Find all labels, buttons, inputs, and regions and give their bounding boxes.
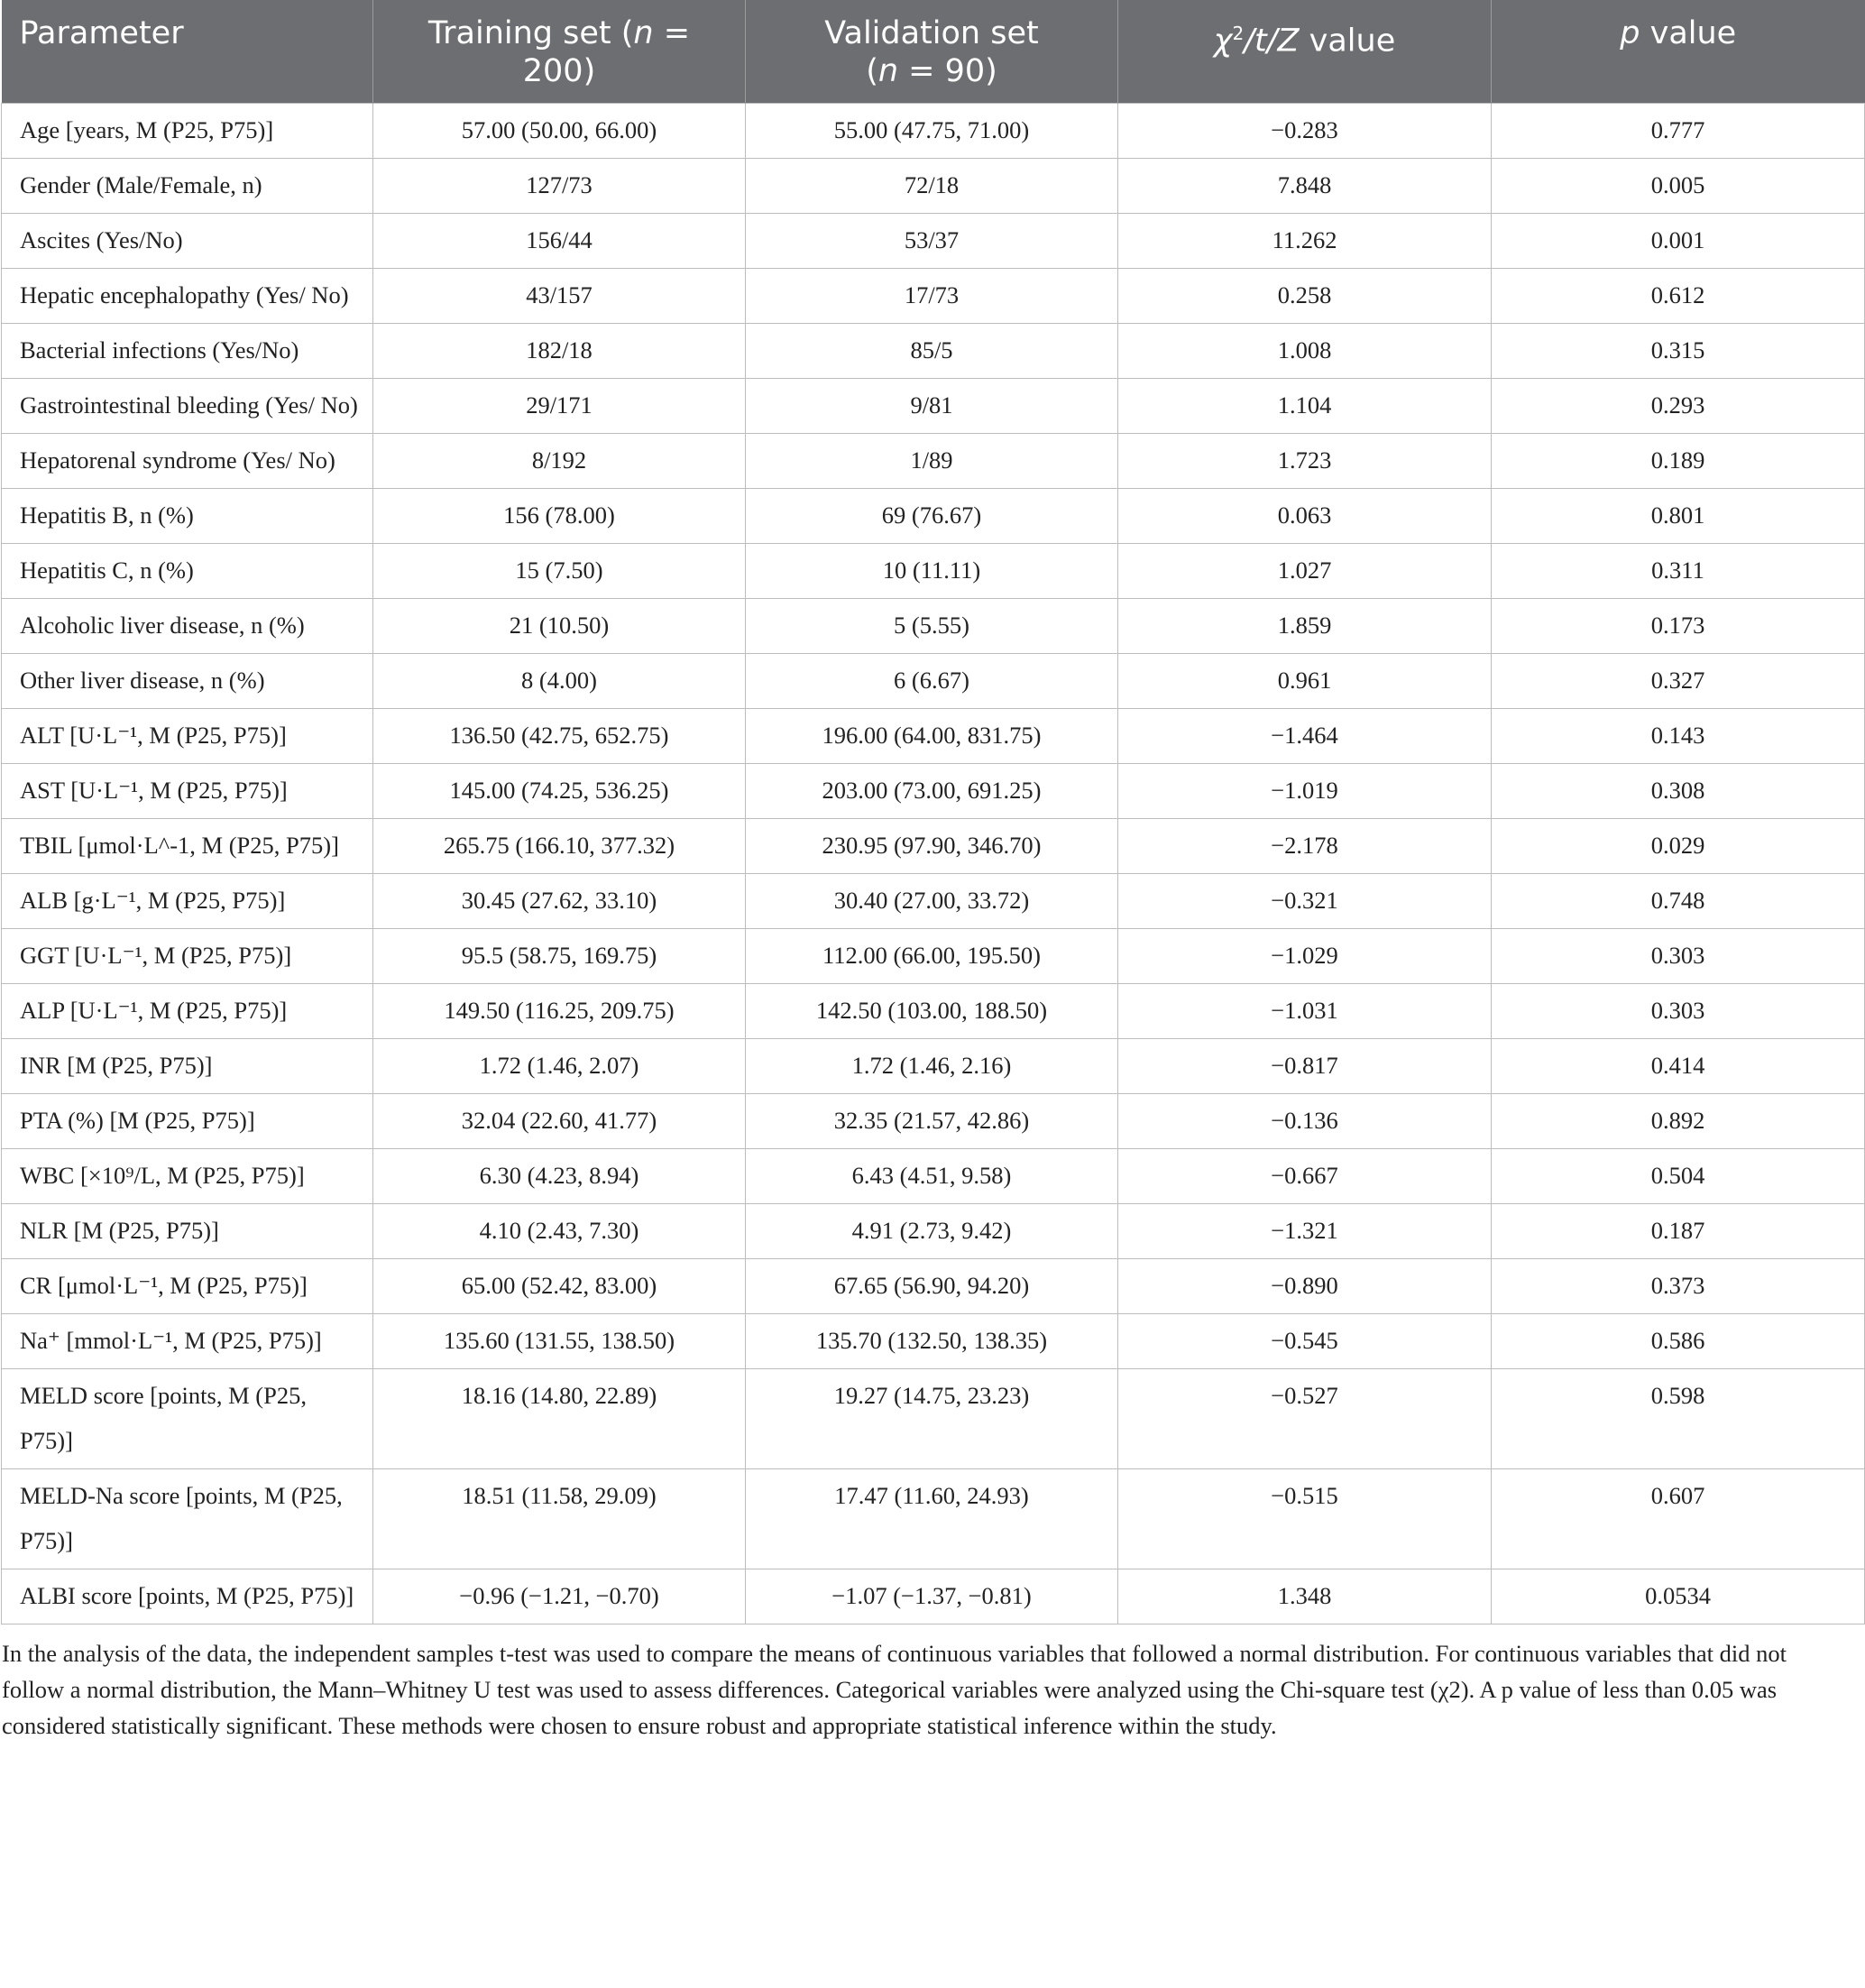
statistic-cell: −1.321 xyxy=(1118,1204,1492,1259)
training-cell: 149.50 (116.25, 209.75) xyxy=(373,984,746,1039)
p-value-cell: 0.801 xyxy=(1492,489,1865,544)
statistic-cell: −0.527 xyxy=(1118,1369,1492,1469)
training-cell: 95.5 (58.75, 169.75) xyxy=(373,929,746,984)
table-row xyxy=(2,1259,1865,1314)
training-cell: 135.60 (131.55, 138.50) xyxy=(373,1314,746,1369)
p-value-cell: 0.189 xyxy=(1492,434,1865,489)
training-cell: 15 (7.50) xyxy=(373,544,746,599)
p-value-cell: 0.777 xyxy=(1492,104,1865,159)
validation-cell: 1.72 (1.46, 2.16) xyxy=(746,1039,1118,1094)
table-row xyxy=(2,654,1865,709)
statistic-cell: −0.817 xyxy=(1118,1039,1492,1094)
table-body xyxy=(2,104,1865,1624)
p-value-cell: 0.612 xyxy=(1492,269,1865,324)
training-cell: 127/73 xyxy=(373,159,746,214)
p-value-cell: 0.303 xyxy=(1492,984,1865,1039)
statistic-cell: −1.019 xyxy=(1118,764,1492,819)
table-row xyxy=(2,1039,1865,1094)
statistic-cell: 1.104 xyxy=(1118,379,1492,434)
param-cell: Hepatorenal syndrome (Yes/ No) xyxy=(2,434,373,489)
param-cell: ALP [U·L⁻¹, M (P25, P75)] xyxy=(2,984,373,1039)
training-cell: 156 (78.00) xyxy=(373,489,746,544)
training-cell: 43/157 xyxy=(373,269,746,324)
training-cell: 156/44 xyxy=(373,214,746,269)
statistic-cell: −2.178 xyxy=(1118,819,1492,874)
param-cell: Other liver disease, n (%) xyxy=(2,654,373,709)
statistic-cell: 0.961 xyxy=(1118,654,1492,709)
p-value-cell: 0.0534 xyxy=(1492,1569,1865,1624)
validation-cell: 17/73 xyxy=(746,269,1118,324)
table-header xyxy=(2,0,1865,104)
validation-cell: 17.47 (11.60, 24.93) xyxy=(746,1469,1118,1569)
validation-cell: 6 (6.67) xyxy=(746,654,1118,709)
statistic-cell: 7.848 xyxy=(1118,159,1492,214)
statistic-cell: 11.262 xyxy=(1118,214,1492,269)
table-row xyxy=(2,1204,1865,1259)
p-value-cell: 0.748 xyxy=(1492,874,1865,929)
table-row xyxy=(2,214,1865,269)
p-value-cell: 0.607 xyxy=(1492,1469,1865,1569)
validation-cell: 1/89 xyxy=(746,434,1118,489)
validation-cell: 53/37 xyxy=(746,214,1118,269)
validation-cell: 10 (11.11) xyxy=(746,544,1118,599)
statistic-cell: 1.008 xyxy=(1118,324,1492,379)
statistic-cell: −1.031 xyxy=(1118,984,1492,1039)
statistic-cell: 1.859 xyxy=(1118,599,1492,654)
training-cell: 18.51 (11.58, 29.09) xyxy=(373,1469,746,1569)
table-row xyxy=(2,709,1865,764)
training-cell: 8 (4.00) xyxy=(373,654,746,709)
table-row xyxy=(2,984,1865,1039)
training-cell: 32.04 (22.60, 41.77) xyxy=(373,1094,746,1149)
p-value-cell: 0.373 xyxy=(1492,1259,1865,1314)
header-training-set: Training set (n = 200) xyxy=(373,0,746,104)
p-value-cell: 0.327 xyxy=(1492,654,1865,709)
param-cell: WBC [×10⁹/L, M (P25, P75)] xyxy=(2,1149,373,1204)
training-cell: 4.10 (2.43, 7.30) xyxy=(373,1204,746,1259)
p-value-cell: 0.892 xyxy=(1492,1094,1865,1149)
param-cell: AST [U·L⁻¹, M (P25, P75)] xyxy=(2,764,373,819)
validation-cell: 19.27 (14.75, 23.23) xyxy=(746,1369,1118,1469)
statistic-cell: −0.890 xyxy=(1118,1259,1492,1314)
table-row xyxy=(2,1314,1865,1369)
table-footnote: In the analysis of the data, the independent samples t-test was used to compare the means of continuous variables that followed a normal distribution. For continuous variables that did not follow a normal distribution, the Mann–Whitney U test was used to assess differences. Categorical variables were analyzed using the Chi-square test (χ2). A p value of less than 0.05 was considered statistically significant. These methods were chosen to ensure robust and appropriate statistical inference within the study. xyxy=(2,1640,1787,1739)
param-cell: Ascites (Yes/No) xyxy=(2,214,373,269)
param-cell: PTA (%) [M (P25, P75)] xyxy=(2,1094,373,1149)
training-cell: 182/18 xyxy=(373,324,746,379)
param-cell: Alcoholic liver disease, n (%) xyxy=(2,599,373,654)
validation-cell: 72/18 xyxy=(746,159,1118,214)
table-row xyxy=(2,819,1865,874)
table-row xyxy=(2,269,1865,324)
statistic-cell: −0.283 xyxy=(1118,104,1492,159)
table-row xyxy=(2,159,1865,214)
param-cell: Na⁺ [mmol·L⁻¹, M (P25, P75)] xyxy=(2,1314,373,1369)
validation-cell: 69 (76.67) xyxy=(746,489,1118,544)
p-value-cell: 0.504 xyxy=(1492,1149,1865,1204)
validation-cell: −1.07 (−1.37, −0.81) xyxy=(746,1569,1118,1624)
table-row xyxy=(2,434,1865,489)
validation-cell: 30.40 (27.00, 33.72) xyxy=(746,874,1118,929)
param-cell: INR [M (P25, P75)] xyxy=(2,1039,373,1094)
statistic-cell: 1.723 xyxy=(1118,434,1492,489)
validation-cell: 55.00 (47.75, 71.00) xyxy=(746,104,1118,159)
statistic-cell: 0.258 xyxy=(1118,269,1492,324)
table-row xyxy=(2,489,1865,544)
p-value-cell: 0.029 xyxy=(1492,819,1865,874)
param-cell: CR [μmol·L⁻¹, M (P25, P75)] xyxy=(2,1259,373,1314)
param-cell: NLR [M (P25, P75)] xyxy=(2,1204,373,1259)
training-cell: 57.00 (50.00, 66.00) xyxy=(373,104,746,159)
statistic-cell: 0.063 xyxy=(1118,489,1492,544)
header-statistic: $\chi^2/t/Z$ value xyxy=(1118,0,1492,104)
table-row xyxy=(2,1469,1865,1569)
p-value-cell: 0.173 xyxy=(1492,599,1865,654)
training-cell: 18.16 (14.80, 22.89) xyxy=(373,1369,746,1469)
table-row xyxy=(2,764,1865,819)
training-cell: 145.00 (74.25, 536.25) xyxy=(373,764,746,819)
p-value-cell: 0.143 xyxy=(1492,709,1865,764)
param-cell: Hepatitis B, n (%) xyxy=(2,489,373,544)
param-cell: GGT [U·L⁻¹, M (P25, P75)] xyxy=(2,929,373,984)
table-row xyxy=(2,929,1865,984)
data-table xyxy=(1,0,1865,1624)
param-cell: MELD score [points, M (P25, P75)] xyxy=(2,1369,373,1469)
validation-cell: 142.50 (103.00, 188.50) xyxy=(746,984,1118,1039)
statistic-cell: −0.545 xyxy=(1118,1314,1492,1369)
validation-cell: 203.00 (73.00, 691.25) xyxy=(746,764,1118,819)
p-value-cell: 0.187 xyxy=(1492,1204,1865,1259)
p-value-cell: 0.586 xyxy=(1492,1314,1865,1369)
table-row xyxy=(2,1094,1865,1149)
statistic-cell: 1.348 xyxy=(1118,1569,1492,1624)
table-row xyxy=(2,874,1865,929)
table-row xyxy=(2,1149,1865,1204)
p-value-cell: 0.311 xyxy=(1492,544,1865,599)
p-value-cell: 0.303 xyxy=(1492,929,1865,984)
header-validation-set: Validation set (n = 90) xyxy=(746,0,1118,104)
table-row xyxy=(2,1569,1865,1624)
training-cell: 29/171 xyxy=(373,379,746,434)
validation-cell: 5 (5.55) xyxy=(746,599,1118,654)
validation-cell: 196.00 (64.00, 831.75) xyxy=(746,709,1118,764)
header-parameter: Parameter xyxy=(2,0,373,104)
table-row xyxy=(2,544,1865,599)
validation-cell: 135.70 (132.50, 138.35) xyxy=(746,1314,1118,1369)
p-value-cell: 0.315 xyxy=(1492,324,1865,379)
table-row xyxy=(2,379,1865,434)
training-cell: 1.72 (1.46, 2.07) xyxy=(373,1039,746,1094)
table-row xyxy=(2,104,1865,159)
training-cell: 136.50 (42.75, 652.75) xyxy=(373,709,746,764)
p-value-cell: 0.308 xyxy=(1492,764,1865,819)
param-cell: Gender (Male/Female, n) xyxy=(2,159,373,214)
training-cell: 30.45 (27.62, 33.10) xyxy=(373,874,746,929)
table-row xyxy=(2,324,1865,379)
statistic-cell: −0.136 xyxy=(1118,1094,1492,1149)
statistic-cell: −0.321 xyxy=(1118,874,1492,929)
validation-cell: 32.35 (21.57, 42.86) xyxy=(746,1094,1118,1149)
table-row xyxy=(2,1369,1865,1469)
param-cell: Bacterial infections (Yes/No) xyxy=(2,324,373,379)
training-cell: 8/192 xyxy=(373,434,746,489)
validation-cell: 230.95 (97.90, 346.70) xyxy=(746,819,1118,874)
param-cell: Hepatic encephalopathy (Yes/ No) xyxy=(2,269,373,324)
param-cell: Age [years, M (P25, P75)] xyxy=(2,104,373,159)
training-cell: −0.96 (−1.21, −0.70) xyxy=(373,1569,746,1624)
param-cell: ALBI score [points, M (P25, P75)] xyxy=(2,1569,373,1624)
statistic-cell: −0.515 xyxy=(1118,1469,1492,1569)
param-cell: MELD-Na score [points, M (P25, P75)] xyxy=(2,1469,373,1569)
training-cell: 6.30 (4.23, 8.94) xyxy=(373,1149,746,1204)
param-cell: Hepatitis C, n (%) xyxy=(2,544,373,599)
validation-cell: 9/81 xyxy=(746,379,1118,434)
validation-cell: 4.91 (2.73, 9.42) xyxy=(746,1204,1118,1259)
training-cell: 21 (10.50) xyxy=(373,599,746,654)
param-cell: TBIL [μmol·L^-1, M (P25, P75)] xyxy=(2,819,373,874)
p-value-cell: 0.598 xyxy=(1492,1369,1865,1469)
param-cell: ALT [U·L⁻¹, M (P25, P75)] xyxy=(2,709,373,764)
statistic-cell: 1.027 xyxy=(1118,544,1492,599)
table-row xyxy=(2,599,1865,654)
validation-cell: 112.00 (66.00, 195.50) xyxy=(746,929,1118,984)
training-cell: 65.00 (52.42, 83.00) xyxy=(373,1259,746,1314)
statistic-cell: −1.029 xyxy=(1118,929,1492,984)
training-cell: 265.75 (166.10, 377.32) xyxy=(373,819,746,874)
validation-cell: 6.43 (4.51, 9.58) xyxy=(746,1149,1118,1204)
statistic-cell: −0.667 xyxy=(1118,1149,1492,1204)
param-cell: Gastrointestinal bleeding (Yes/ No) xyxy=(2,379,373,434)
p-value-cell: 0.293 xyxy=(1492,379,1865,434)
p-value-cell: 0.414 xyxy=(1492,1039,1865,1094)
validation-cell: 67.65 (56.90, 94.20) xyxy=(746,1259,1118,1314)
param-cell: ALB [g·L⁻¹, M (P25, P75)] xyxy=(2,874,373,929)
header-p-value: p value xyxy=(1492,0,1865,104)
p-value-cell: 0.005 xyxy=(1492,159,1865,214)
p-value-cell: 0.001 xyxy=(1492,214,1865,269)
statistic-cell: −1.464 xyxy=(1118,709,1492,764)
validation-cell: 85/5 xyxy=(746,324,1118,379)
